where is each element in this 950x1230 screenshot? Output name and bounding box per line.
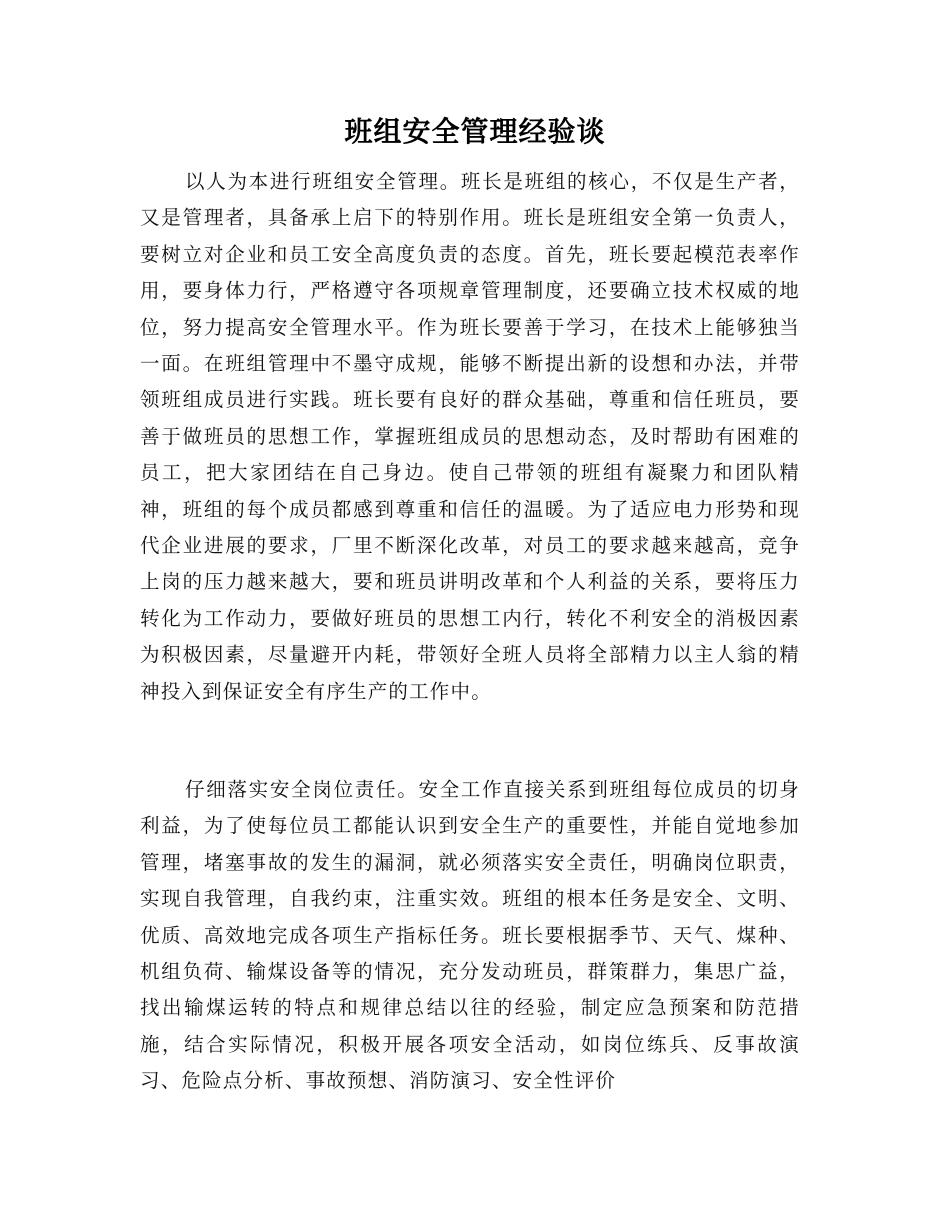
body-paragraph-1: 以人为本进行班组安全管理。班长是班组的核心，不仅是生产者，又是管理者，具备承上启下的特别作用。班长是班组安全第一负责人，要树立对企业和员工安全高度负责的态度。首先，班长要起模范表率作用，要身体力行，严格遵守各项规章管理制度，还要确立技术权威的地位，努力提高安全管理水平。作为班长要善于学习，在技术上能够独当一面。在班组管理中不墨守成规，能够不断提出新的设想和办法，并带领班组成员进行实践。班长要有良好的群众基础，尊重和信任班员，要善于做班员的思想工作，掌握班组成员的思想动态，及时帮助有困难的员工，把大家团结在自己身边。使自己带领的班组有凝聚力和团队精神，班组的每个成员都感到尊重和信任的温暖。为了适应电力形势和现代企业进展的要求，厂里不断深化改革，对员工的要求越来越高，竞争上岗的压力越来越大，要和班员讲明改革和个人利益的关系，要将压力转化为工作动力，要做好班员的思想工内行，转化不利安全的消极因素为积极因素，尽量避开内耗，带领好全班人员将全部精力以主人翁的精神投入到保证安全有序生产的工作中。 [140,170,800,703]
document-title: 班组安全管理经验谈 [344,115,606,148]
body-paragraph-2: 仔细落实安全岗位责任。安全工作直接关系到班组每位成员的切身利益，为了使每位员工都能认识到安全生产的重要性，并能自觉地参加管理，堵塞事故的发生的漏洞，就必须落实安全责任，明确岗位职责，实现自我管理，自我约束，注重实效。班组的根本任务是安全、文明、优质、高效地完成各项生产指标任务。班长要根据季节、天气、煤种、机组负荷、输煤设备等的情况，充分发动班员，群策群力，集思广益，找出输煤运转的特点和规律总结以往的经验，制定应急预案和防范措施，结合实际情况，积极开展各项安全活动，如岗位练兵、反事故演习、危险点分析、事故预想、消防演习、安全性评价 [140,778,800,1093]
